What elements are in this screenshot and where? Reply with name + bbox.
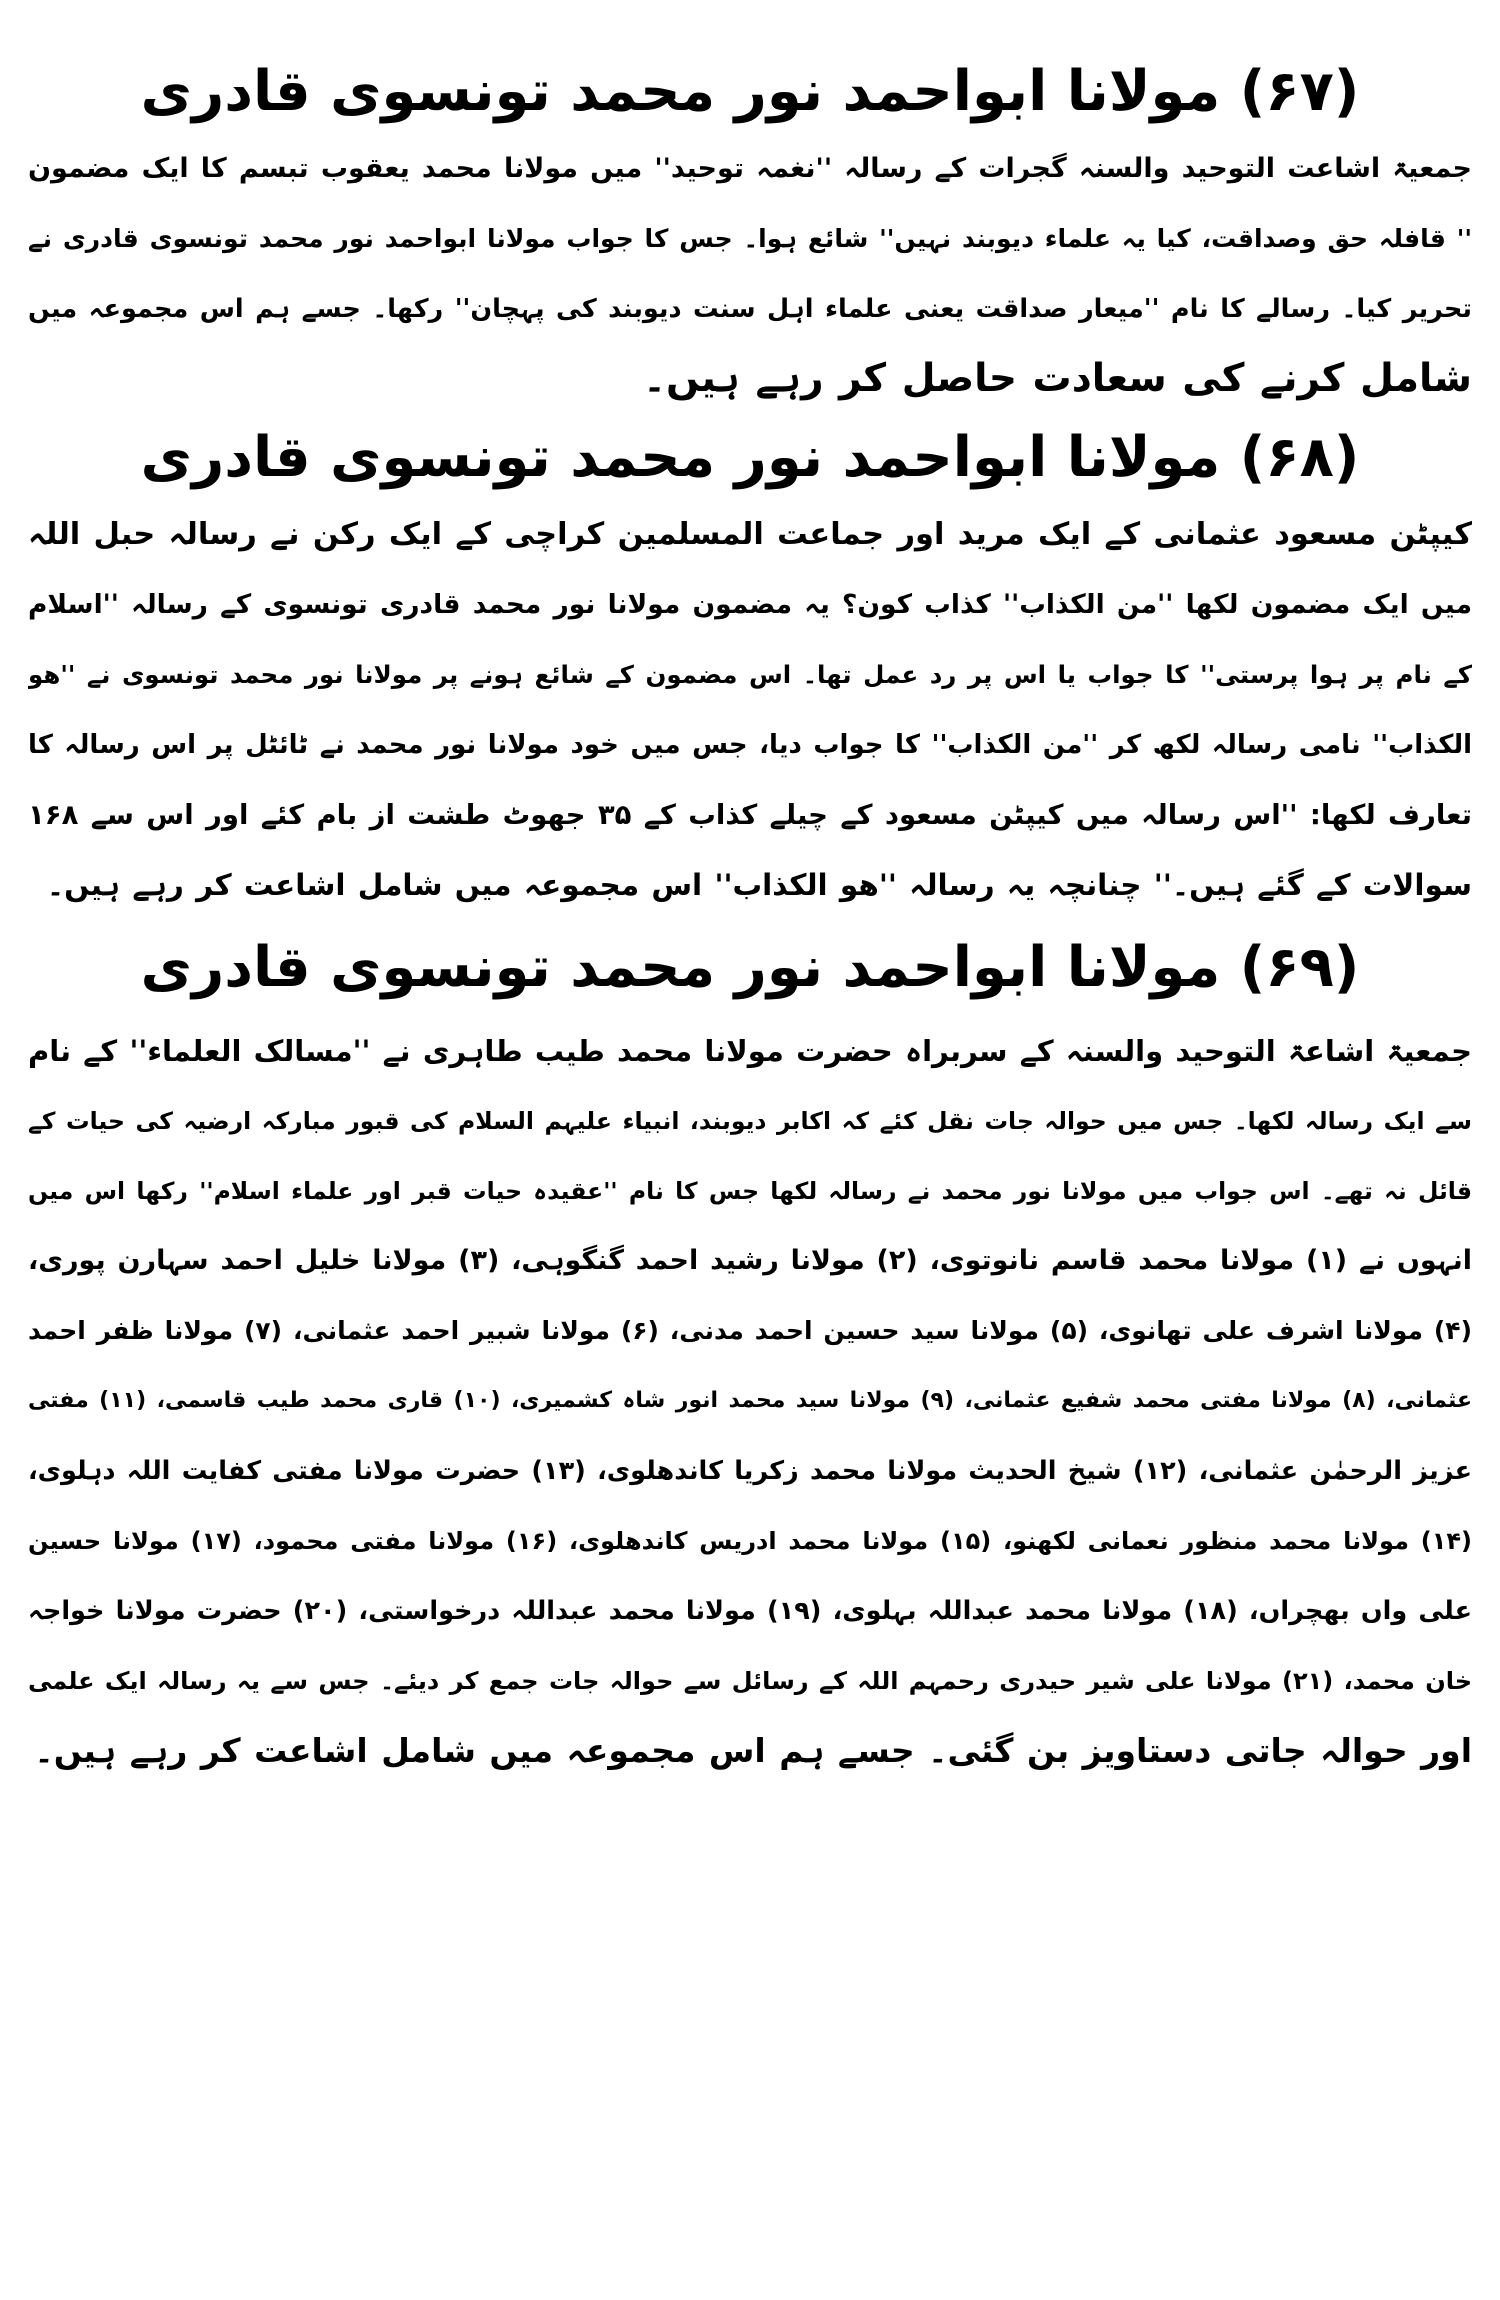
- paragraph-line: (۴) مولانا اشرف علی تھانوی، (۵) مولانا سید حسین احمد مدنی، (۶) مولانا شبیر احمد عثمانی، (۷) مولانا ظفر احمد: [28, 1316, 1472, 1345]
- paragraph-line: عثمانی، (۸) مولانا مفتی محمد شفیع عثمانی، (۹) مولانا سید محمد انور شاہ کشمیری، (۱۰) قاری محمد طیب قاسمی، (۱۱) مفتی: [28, 1388, 1472, 1413]
- paragraph-line: انہوں نے (۱) مولانا محمد قاسم نانوتوی، (۲) مولانا رشید احمد گنگوہی، (۳) مولانا خلیل احمد سہارن پوری،: [28, 1245, 1472, 1276]
- paragraph-line: سے ایک رسالہ لکھا۔ جس میں حوالہ جات نقل کئے کہ اکابر دیوبند، انبیاء علیہم السلام کی قبور مبارکہ ارضیہ کی حیات کے: [28, 1107, 1472, 1135]
- paragraph-line: عزیز الرحمٰن عثمانی، (۱۲) شیخ الحدیث مولانا محمد زکریا کاندھلوی، (۱۳) حضرت مولانا مفتی کفایت اللہ دہلوی،: [28, 1456, 1472, 1486]
- paragraph-line: اور حوالہ جاتی دستاویز بن گئی۔ جسے ہم اس مجموعہ میں شامل اشاعت کر رہے ہیں۔: [34, 1731, 1472, 1770]
- paragraph-line: علی واں بھچراں، (۱۸) مولانا محمد عبداللہ بہلوی، (۱۹) مولانا محمد عبداللہ درخواستی، (۲۰) حضرت مولانا خواجہ: [28, 1596, 1472, 1626]
- paragraph-line: تحریر کیا۔ رسالے کا نام ''میعار صداقت یعنی علماء اہل سنت دیوبند کی پہچان'' رکھا۔ جسے ہم اس مجموعہ میں: [28, 294, 1472, 324]
- paragraph-line: کے نام پر ہوا پرستی'' کا جواب یا اس پر رد عمل تھا۔ اس مضمون کے شائع ہونے پر مولانا نور محمد تونسوی نے ''ھو: [28, 660, 1472, 689]
- section-69: [28, 926, 1472, 1786]
- paragraph-line: الکذاب'' نامی رسالہ لکھ کر ''من الکذاب'' کا جواب دیا، جس میں خود مولانا نور محمد نے ٹائٹل پر اس رسالہ کا: [28, 730, 1472, 760]
- paragraph-line: تعارف لکھا: ''اس رسالہ میں کیپٹن مسعود کے چیلے کذاب کے ۳۵ جھوٹ طشت از بام کئے اور اس سے ۱۶۸: [28, 799, 1472, 831]
- paragraph-line: (۱۴) مولانا محمد منظور نعمانی لکھنو، (۱۵) مولانا محمد ادریس کاندھلوی، (۱۶) مولانا مفتی محمود، (۱۷) مولانا حسین: [28, 1527, 1472, 1555]
- paragraph-line: خان محمد، (۲۱) مولانا علی شیر حیدری رحمہم اللہ کے رسائل سے حوالہ جات جمع کر دیئے۔ جس سے یہ رسالہ ایک علمی: [28, 1667, 1472, 1695]
- paragraph-line: سوالات کے گئے ہیں۔'' چنانچہ یہ رسالہ ''ھو الکذاب'' اس مجموعہ میں شامل اشاعت کر رہے ہیں۔: [46, 868, 1472, 902]
- section-paragraph: [28, 134, 1472, 414]
- section-heading: (۶۹) مولانا ابواحمد نور محمد تونسوی قادری: [140, 935, 1360, 1000]
- paragraph-line: جمعیۃ اشاعت التوحید والسنہ گجرات کے رسالہ ''نغمہ توحید'' میں مولانا محمد یعقوب تبسم کا ایک مضمون: [28, 153, 1472, 184]
- paragraph-line: قائل نہ تھے۔ اس جواب میں مولانا نور محمد نے رسالہ لکھا جس کا نام ''عقیدہ حیات قبر اور علماء اسلام'' رکھا اس میں: [28, 1177, 1472, 1205]
- section-paragraph: [28, 1016, 1472, 1786]
- paragraph-line: شامل کرنے کی سعادت حاصل کر رہے ہیں۔: [643, 356, 1472, 401]
- section-67: [28, 50, 1472, 414]
- section-heading: (۶۷) مولانا ابواحمد نور محمد تونسوی قادری: [140, 59, 1360, 124]
- paragraph-line: '' قافلہ حق وصداقت، کیا یہ علماء دیوبند نہیں'' شائع ہوا۔ جس کا جواب مولانا ابواحمد نور محمد تونسوی قادری نے: [28, 224, 1472, 253]
- paragraph-line: جمعیۃ اشاعۃ التوحید والسنہ کے سربراہ حضرت مولانا محمد طیب طاہری نے ''مسالک العلماء'' کے نام: [28, 1034, 1472, 1068]
- section-paragraph: [28, 500, 1472, 920]
- paragraph-line: کیپٹن مسعود عثمانی کے ایک مرید اور جماعت المسلمین کراچی کے ایک رکن نے رسالہ حبل اللہ: [28, 517, 1472, 552]
- paragraph-line: میں ایک مضمون لکھا ''من الکذاب'' کذاب کون؟ یہ مضمون مولانا نور محمد قادری تونسوی کے رسالہ ''اسلام: [28, 589, 1472, 620]
- section-heading: (۶۸) مولانا ابواحمد نور محمد تونسوی قادری: [140, 425, 1360, 490]
- section-68: [28, 416, 1472, 920]
